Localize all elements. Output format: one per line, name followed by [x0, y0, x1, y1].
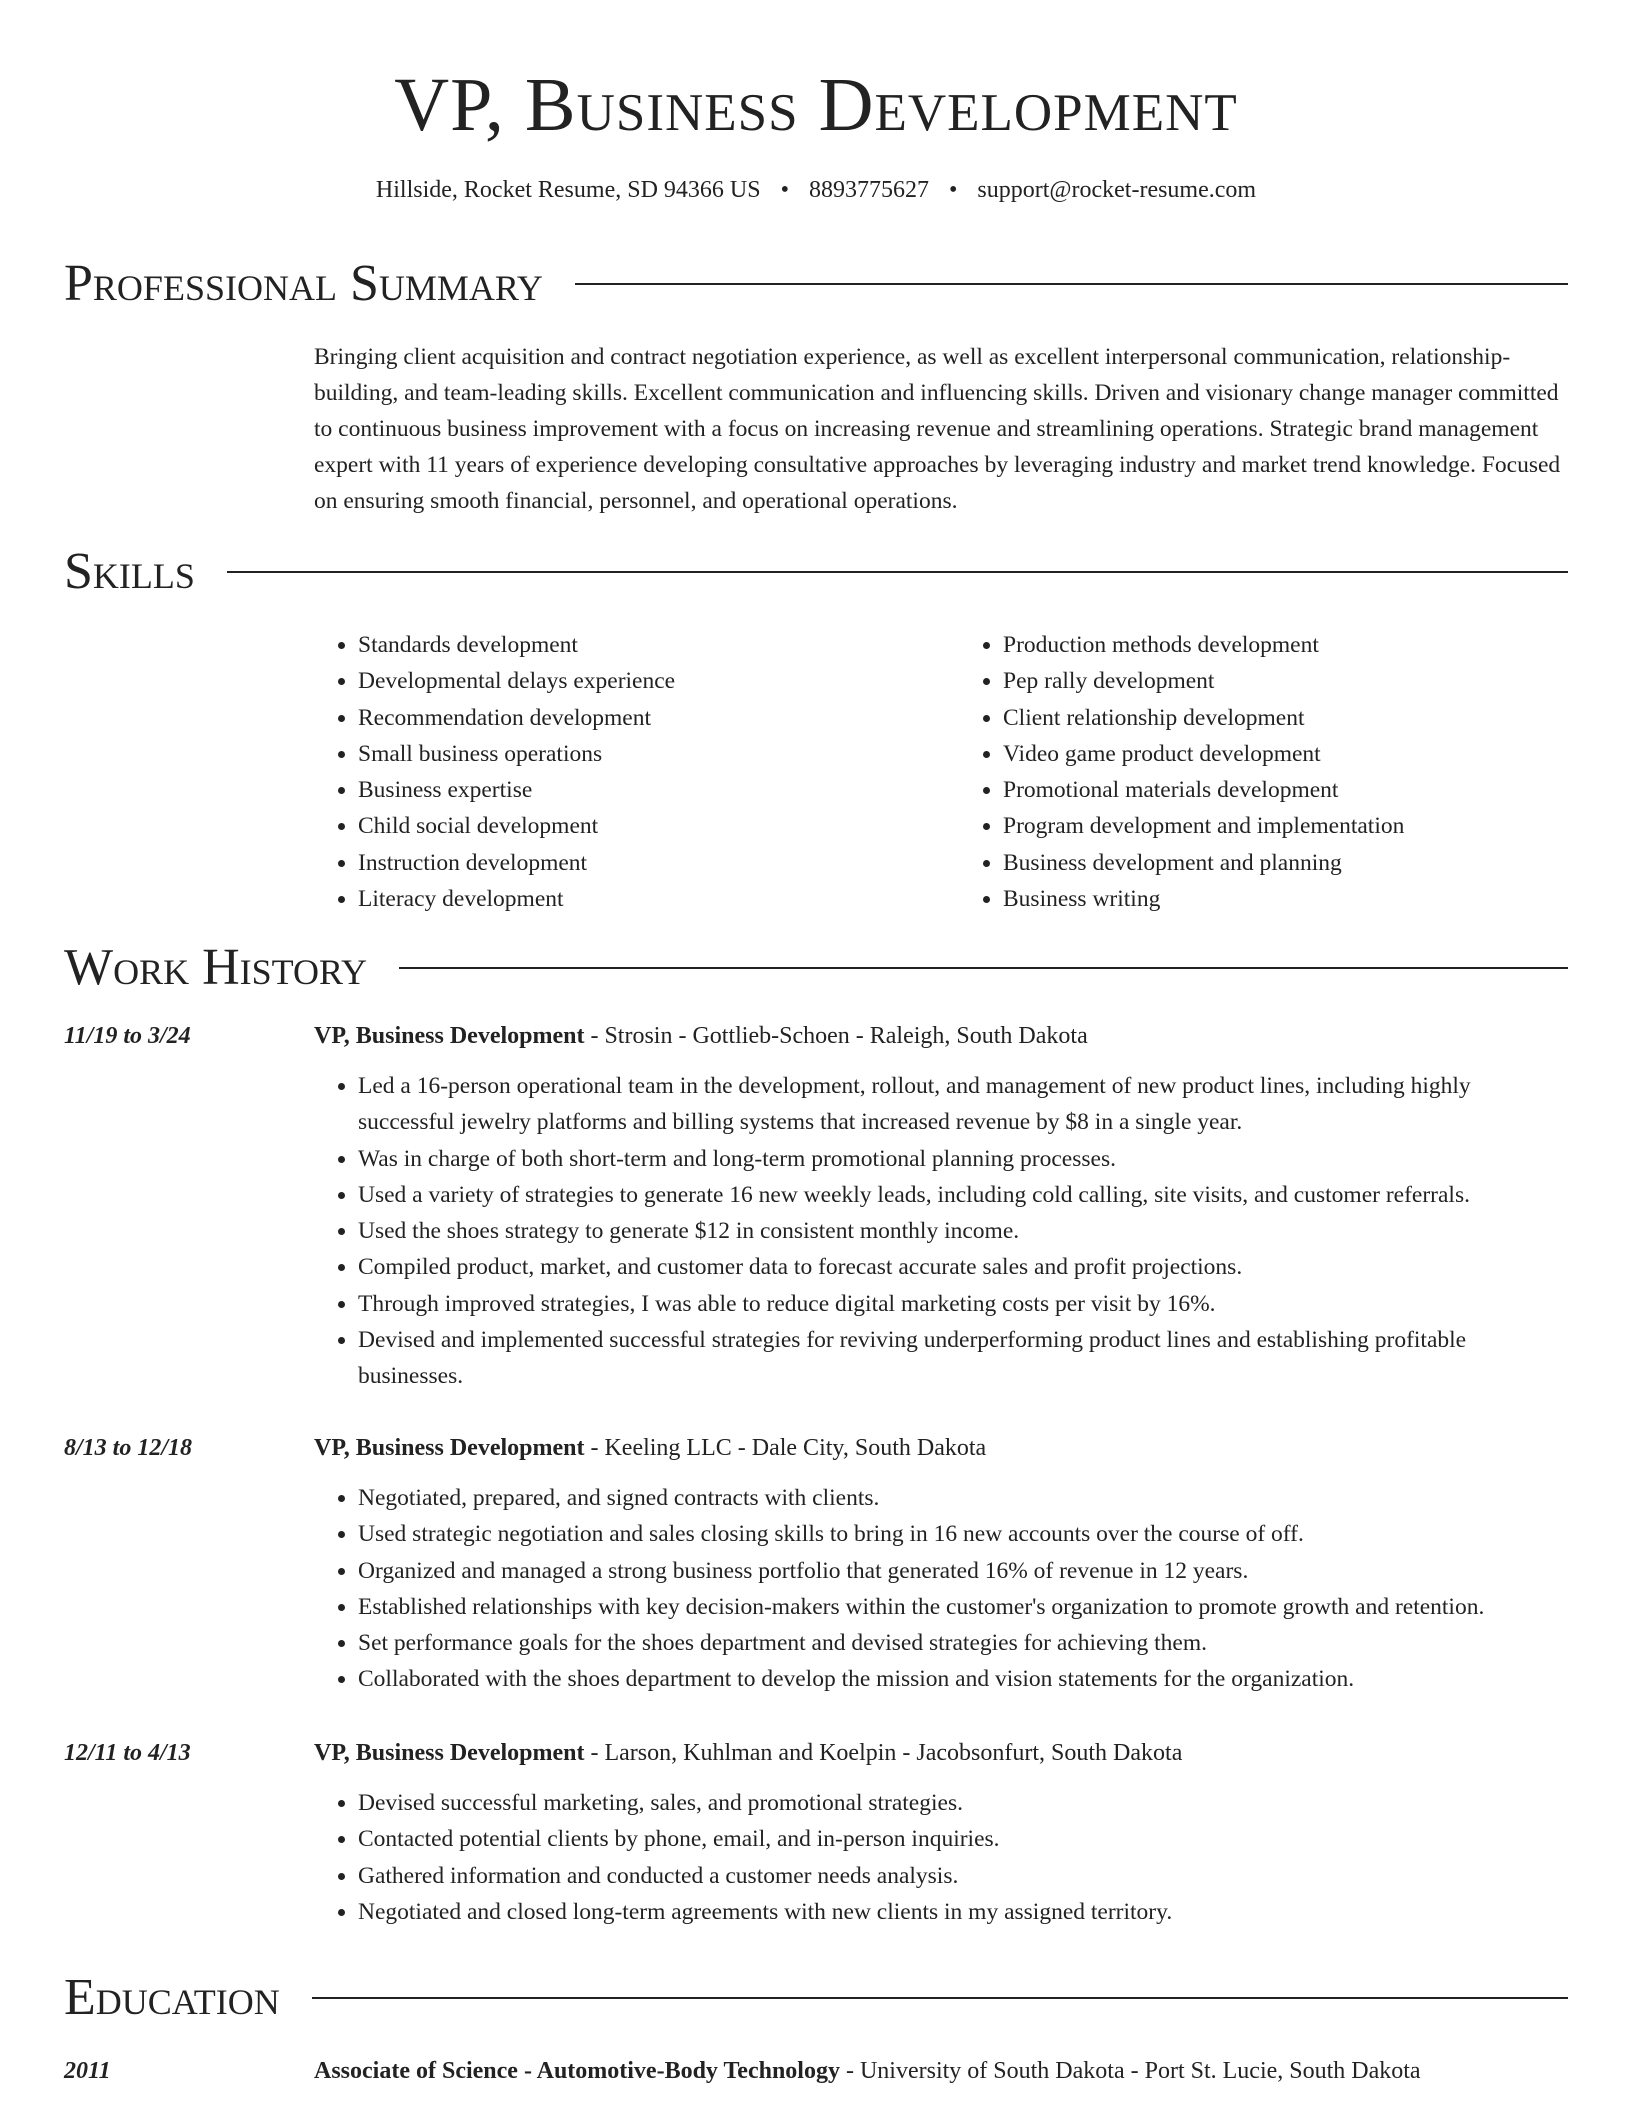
job-bullet: • Set performance goals for the shoes department and devised strategies for achieving them.: [358, 1625, 1558, 1661]
job-bullet: • Used the shoes strategy to generate $12 in consistent monthly income.: [358, 1213, 1558, 1249]
skill-item: • Small business operations: [358, 736, 919, 772]
education-section-header: [64, 1968, 1568, 2028]
skill-item: • Pep rally development: [1003, 663, 1564, 699]
job-title-line: [314, 1735, 1568, 1771]
job-bullet: • Contacted potential clients by phone, email, and in-person inquiries.: [358, 1821, 1558, 1857]
job-bullet: • Collaborated with the shoes department to develop the mission and vision statements for the organization.: [358, 1661, 1558, 1697]
contact-line: [0, 174, 1632, 206]
skills-column-left: [314, 627, 919, 917]
job-bullet: • Gathered information and conducted a customer needs analysis.: [358, 1858, 1558, 1894]
skill-item: • Standards development: [358, 627, 919, 663]
contact-separator: •: [780, 177, 789, 203]
education-school: - University of South Dakota - Port St. Lucie, South Dakota: [839, 2058, 1421, 2084]
job-dates: 11/19 to 3/24: [64, 1023, 191, 1049]
section-divider: [227, 571, 1568, 573]
job-bullet: • Established relationships with key decision-makers within the customer's organization to promote growth and retention.: [358, 1589, 1558, 1625]
skills-column-right: [959, 627, 1564, 917]
job-bullet: • Used strategic negotiation and sales closing skills to bring in 16 new accounts over the course of off.: [358, 1516, 1558, 1552]
skill-item: • Instruction development: [358, 845, 919, 881]
job-bullet: • Through improved strategies, I was able to reduce digital marketing costs per visit by 16%.: [358, 1286, 1558, 1322]
skill-item: • Video game product development: [1003, 736, 1564, 772]
job-bullets: [314, 1785, 1558, 1930]
skill-item: • Developmental delays experience: [358, 663, 919, 699]
skills-list: [314, 627, 1564, 917]
job-title-line: [314, 1018, 1568, 1054]
job-bullet: • Organized and managed a strong business portfolio that generated 16% of revenue in 12 years.: [358, 1553, 1558, 1589]
section-divider: [399, 967, 1568, 969]
work-section-title: Work History: [64, 939, 368, 996]
skill-item: • Literacy development: [358, 881, 919, 917]
summary-text: Bringing client acquisition and contract negotiation experience, as well as excellent interpersonal communication, relationship-building, and team-leading skills. Excellent communication and influencing skills. Driven and visionary change manager committed to continuous business improvement with a focus on increasing revenue and streamlining operations. Strategic brand management expert with 11 years of experience developing consultative approaches by leveraging industry and market trend knowledge. Focused on ensuring smooth financial, personnel, and operational operations.: [314, 344, 1561, 514]
job-bullet: • Devised successful marketing, sales, and promotional strategies.: [358, 1785, 1558, 1821]
job-role: VP, Business Development: [314, 1435, 585, 1461]
skill-item: • Production methods development: [1003, 627, 1564, 663]
contact-email: support@rocket-resume.com: [977, 177, 1257, 203]
skill-item: • Client relationship development: [1003, 700, 1564, 736]
skill-item: • Business writing: [1003, 881, 1564, 917]
skill-item: • Program development and implementation: [1003, 808, 1564, 844]
job-title-line: [314, 1430, 1568, 1466]
job-bullet: • Negotiated, prepared, and signed contracts with clients.: [358, 1480, 1558, 1516]
job-role: VP, Business Development: [314, 1023, 585, 1049]
job-role: VP, Business Development: [314, 1740, 585, 1766]
job-employer: - Strosin - Gottlieb-Schoen - Raleigh, South Dakota: [584, 1023, 1088, 1049]
job-bullet: • Devised and implemented successful strategies for reviving underperforming product lines and establishing profitable businesses.: [358, 1322, 1558, 1395]
job-bullets: [314, 1068, 1558, 1395]
skill-item: • Business expertise: [358, 772, 919, 808]
contact-separator: •: [948, 177, 958, 203]
job-dates: 8/13 to 12/18: [64, 1435, 193, 1461]
job-bullets: [314, 1480, 1558, 1698]
section-divider: [312, 1997, 1568, 1999]
education-section-title: Education: [64, 1969, 280, 2026]
job-bullet: • Negotiated and closed long-term agreements with new clients in my assigned territory.: [358, 1894, 1558, 1930]
job-bullet: • Was in charge of both short-term and long-term promotional planning processes.: [358, 1141, 1558, 1177]
skill-item: • Recommendation development: [358, 700, 919, 736]
skill-item: • Promotional materials development: [1003, 772, 1564, 808]
skill-item: • Business development and planning: [1003, 845, 1564, 881]
job-dates: 12/11 to 4/13: [64, 1740, 191, 1766]
job-employer: - Keeling LLC - Dale City, South Dakota: [584, 1435, 987, 1461]
education-degree: Associate of Science - Automotive-Body Technology: [314, 2058, 840, 2084]
summary-section-header: [64, 254, 1568, 314]
job-bullet: • Led a 16-person operational team in the development, rollout, and management of new product lines, including highly successful jewelry platforms and billing systems that increased revenue by $8 in a single year.: [358, 1068, 1558, 1141]
job-bullet: • Used a variety of strategies to generate 16 new weekly leads, including cold calling, site visits, and customer referrals.: [358, 1177, 1558, 1213]
work-section-header: [64, 938, 1568, 998]
job-employer: - Larson, Kuhlman and Koelpin - Jacobsonfurt, South Dakota: [584, 1740, 1183, 1766]
education-line: [314, 2053, 1568, 2089]
skill-item: • Child social development: [358, 808, 919, 844]
contact-address: Hillside, Rocket Resume, SD 94366 US: [375, 177, 761, 203]
contact-phone: 8893775627: [808, 177, 929, 203]
candidate-name: VP, Business Development: [394, 63, 1238, 147]
section-divider: [575, 283, 1568, 285]
education-year: 2011: [64, 2058, 111, 2084]
skills-section-title: Skills: [64, 543, 195, 600]
skills-section-header: [64, 542, 1568, 602]
job-bullet: • Compiled product, market, and customer data to forecast accurate sales and profit projections.: [358, 1249, 1558, 1285]
summary-section-title: Professional Summary: [64, 255, 543, 312]
